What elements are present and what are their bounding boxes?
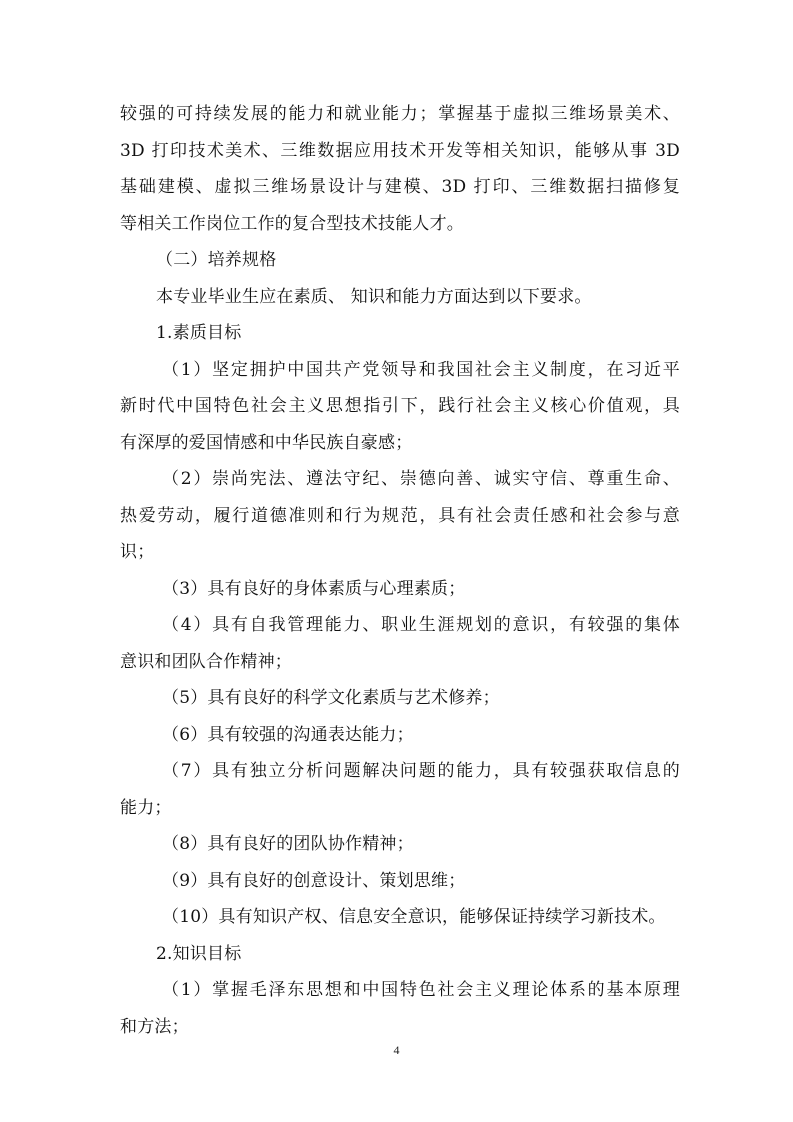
- page-number: 4: [393, 1043, 400, 1057]
- list-item-line: （7）具有独立分析问题解决问题的能力，具有较强获取信息的: [162, 761, 680, 781]
- section-heading: （二）培养规格: [156, 250, 277, 270]
- list-item-line: 有深厚的爱国情感和中华民族自豪感；: [120, 432, 413, 453]
- list-item-line: （2）崇尚宪法、遵法守纪、崇德向善、诚实守信、尊重生命、: [162, 469, 680, 489]
- list-item-line: 和方法；: [120, 1016, 189, 1037]
- list-item-line: （6）具有较强的沟通表达能力；: [162, 724, 414, 745]
- list-item-line: 新时代中国特色社会主义思想指引下，践行社会主义核心价值观，具: [120, 396, 680, 416]
- subsection-heading: 2.知识目标: [156, 943, 242, 964]
- paragraph-line: 本专业毕业生应在素质、 知识和能力方面达到以下要求。: [156, 286, 592, 307]
- document-body: [120, 96, 680, 1045]
- paragraph-line: 等相关工作岗位工作的复合型技术技能人才。: [120, 213, 464, 234]
- list-item-line: （1）掌握毛泽东思想和中国特色社会主义理论体系的基本原理: [162, 980, 680, 1000]
- list-item-line: 识；: [120, 542, 155, 562]
- list-item-line: 意识和团队合作精神；: [120, 651, 292, 672]
- list-item-line: （3）具有良好的身体素质与心理素质；: [162, 578, 466, 599]
- paragraph-line: 3D 打印技术美术、三维数据应用技术开发等相关知识，能够从事 3D: [120, 140, 680, 161]
- list-item-line: （5）具有良好的科学文化素质与艺术修养；: [162, 688, 500, 708]
- list-item-line: 热爱劳动，履行道德准则和行为规范，具有社会责任感和社会参与意: [120, 505, 680, 526]
- list-item-line: （9）具有良好的创意设计、策划思维；: [162, 870, 466, 891]
- paragraph-line: 较强的可持续发展的能力和就业能力；掌握基于虚拟三维场景美术、: [120, 104, 680, 124]
- list-item-line: （4）具有自我管理能力、职业生涯规划的意识，有较强的集体: [162, 615, 680, 635]
- list-item-line: （1）坚定拥护中国共产党领导和我国社会主义制度，在习近平: [162, 359, 680, 380]
- paragraph-line: 基础建模、虚拟三维场景设计与建模、3D 打印、三维数据扫描修复: [120, 177, 680, 197]
- list-item-line: （10）具有知识产权、信息安全意识，能够保证持续学习新技术。: [162, 907, 666, 927]
- subsection-heading: 1.素质目标: [156, 323, 242, 343]
- list-item-line: 能力；: [120, 797, 172, 818]
- list-item-line: （8）具有良好的团队协作精神；: [162, 834, 414, 854]
